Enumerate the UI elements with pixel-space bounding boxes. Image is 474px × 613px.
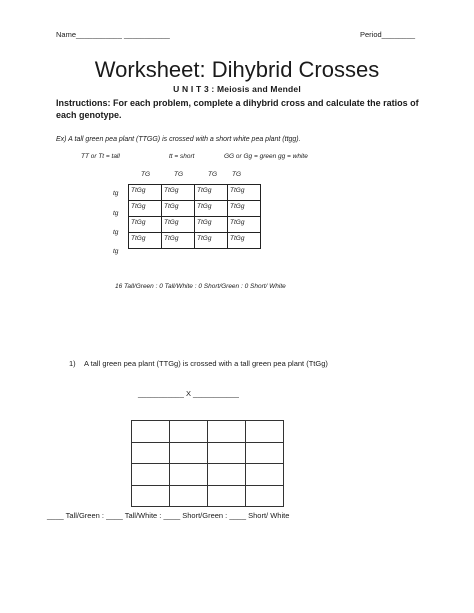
row-header: tg [113, 248, 119, 255]
col-header: TG [174, 171, 184, 178]
example-prompt: Ex) A tall green pea plant (TTGG) is crossed with a short white pea plant (ttgg). [56, 136, 301, 143]
punnett-cell[interactable] [246, 442, 284, 464]
col-header: TG [232, 171, 242, 178]
punnett-cell: TtGg [228, 201, 261, 217]
table-row [129, 185, 261, 201]
punnett-cell[interactable] [246, 485, 284, 507]
row-header: tg [113, 190, 119, 197]
cross-blanks: ___________ X ___________ [138, 389, 239, 398]
punnett-cell[interactable] [132, 464, 170, 486]
punnett-cell: TtGg [228, 233, 261, 249]
table-row [129, 201, 261, 217]
punnett-cell[interactable] [132, 442, 170, 464]
punnett-cell: TtGg [228, 217, 261, 233]
punnett-cell[interactable] [132, 421, 170, 443]
key-short: tt = short [169, 153, 195, 160]
ratio-blanks: ____ Tall/Green : ____ Tall/White : ____ Short/Green : ____ Short/ White [47, 511, 290, 520]
table-row [132, 421, 284, 443]
punnett-cell: TtGg [162, 185, 195, 201]
period-field-label: Period________ [360, 30, 416, 39]
punnett-cell: TtGg [162, 233, 195, 249]
instructions-text: Instructions: For each problem, complete a dihybrid cross and calculate the ratios of each genotype. [56, 98, 419, 120]
punnett-cell[interactable] [208, 421, 246, 443]
punnett-cell[interactable] [208, 442, 246, 464]
key-color: GG or Gg = green gg = white [224, 153, 308, 160]
punnett-cell: TtGg [162, 217, 195, 233]
punnett-cell[interactable] [246, 421, 284, 443]
table-row [132, 485, 284, 507]
punnett-cell[interactable] [170, 464, 208, 486]
key-tall: TT or Tt = tall [81, 153, 120, 160]
unit-subtitle: U N I T 3 : Meiosis and Mendel [173, 84, 301, 94]
punnett-cell: TtGg [129, 185, 162, 201]
punnett-cell: TtGg [195, 201, 228, 217]
punnett-cell[interactable] [170, 442, 208, 464]
row-header: tg [113, 210, 119, 217]
punnett-cell[interactable] [246, 464, 284, 486]
punnett-cell: TtGg [195, 217, 228, 233]
table-row [129, 217, 261, 233]
problem-prompt: A tall green pea plant (TTGg) is crossed with a tall green pea plant (TtGg) [84, 359, 328, 368]
punnett-cell: TtGg [195, 185, 228, 201]
example-punnett-square [128, 184, 261, 249]
page-title: Worksheet: Dihybrid Crosses [94, 57, 380, 82]
punnett-cell[interactable] [170, 421, 208, 443]
punnett-cell: TtGg [129, 217, 162, 233]
blank-punnett-square [131, 420, 284, 507]
punnett-cell[interactable] [170, 485, 208, 507]
col-header: TG [208, 171, 218, 178]
punnett-cell[interactable] [132, 485, 170, 507]
punnett-cell: TtGg [195, 233, 228, 249]
table-row [132, 442, 284, 464]
name-field-label: Name___________ ___________ [56, 30, 170, 39]
punnett-cell: TtGg [129, 201, 162, 217]
col-header: TG [141, 171, 151, 178]
punnett-cell: TtGg [129, 233, 162, 249]
problem-number: 1) [69, 359, 76, 368]
punnett-cell[interactable] [208, 464, 246, 486]
table-row [132, 464, 284, 486]
example-ratio: 16 Tall/Green : 0 Tall/White : 0 Short/Green : 0 Short/ White [115, 283, 286, 290]
punnett-cell[interactable] [208, 485, 246, 507]
punnett-cell: TtGg [162, 201, 195, 217]
punnett-cell: TtGg [228, 185, 261, 201]
table-row [129, 233, 261, 249]
row-header: tg [113, 229, 119, 236]
